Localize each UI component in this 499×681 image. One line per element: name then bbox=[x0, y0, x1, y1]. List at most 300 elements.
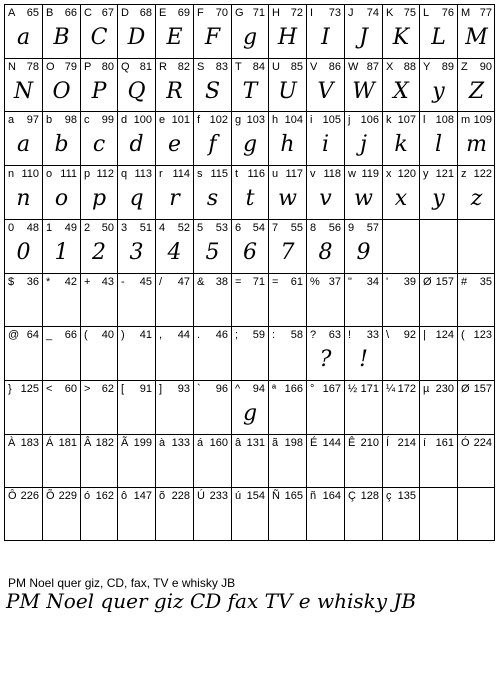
cell-label bbox=[310, 61, 341, 73]
cell-glyph bbox=[232, 503, 268, 541]
cell-glyph bbox=[5, 289, 42, 326]
cell-glyph: O bbox=[52, 79, 71, 104]
cell-label bbox=[461, 114, 492, 126]
glyph-cell bbox=[81, 274, 117, 326]
cell-character: µ bbox=[423, 383, 430, 395]
cell-character: ó bbox=[84, 490, 91, 502]
cell-label bbox=[461, 276, 492, 288]
cell-glyph bbox=[194, 503, 231, 541]
cell-code: 108 bbox=[435, 114, 454, 126]
cell-character: 8 bbox=[310, 222, 317, 234]
cell-glyph bbox=[118, 289, 155, 326]
glyph-cell bbox=[232, 435, 268, 487]
cell-character: J bbox=[348, 7, 354, 19]
cell-code: 47 bbox=[177, 276, 190, 288]
cell-code: 165 bbox=[284, 490, 303, 502]
cell-code: 119 bbox=[361, 168, 379, 180]
cell-character: f bbox=[197, 114, 201, 126]
glyph-cell bbox=[156, 166, 193, 219]
cell-label bbox=[159, 490, 190, 502]
cell-character: Í bbox=[386, 437, 390, 449]
glyph-cell bbox=[458, 488, 495, 541]
cell-code: 76 bbox=[441, 7, 454, 19]
glyph-cell bbox=[118, 435, 155, 487]
glyph-cell bbox=[420, 327, 457, 380]
cell-character: À bbox=[8, 437, 16, 449]
cell-glyph: F bbox=[204, 25, 221, 50]
glyph-cell bbox=[307, 220, 344, 273]
cell-code: 109 bbox=[473, 114, 492, 126]
cell-code: 51 bbox=[139, 222, 152, 234]
glyph-cell bbox=[345, 59, 382, 111]
cell-label bbox=[197, 114, 228, 126]
cell-code: 79 bbox=[64, 61, 77, 73]
glyph-cell bbox=[345, 112, 382, 165]
cell-glyph: H bbox=[277, 25, 298, 50]
glyph-cell bbox=[383, 59, 419, 111]
cell-glyph: T bbox=[242, 79, 258, 104]
cell-label bbox=[272, 329, 303, 341]
cell-character: 7 bbox=[272, 222, 279, 234]
cell-character: Á bbox=[46, 437, 54, 449]
cell-label bbox=[423, 490, 454, 502]
cell-label bbox=[8, 329, 39, 341]
cell-label bbox=[386, 222, 416, 234]
cell-character: Ñ bbox=[272, 490, 280, 502]
cell-character: 0 bbox=[8, 222, 15, 234]
cell-label bbox=[310, 7, 341, 19]
cell-code: 61 bbox=[290, 276, 303, 288]
glyph-cell bbox=[269, 5, 306, 58]
cell-code: 125 bbox=[20, 383, 39, 395]
cell-character: % bbox=[310, 276, 320, 288]
glyph-cell bbox=[194, 220, 231, 273]
cell-glyph: z bbox=[470, 186, 483, 211]
cell-label bbox=[423, 61, 454, 73]
cell-character: ¼ bbox=[386, 383, 396, 395]
cell-label bbox=[159, 168, 190, 180]
cell-character: Ú bbox=[197, 490, 205, 502]
cell-code: 120 bbox=[397, 168, 416, 180]
cell-character: c bbox=[84, 114, 90, 126]
glyph-cell bbox=[232, 488, 268, 541]
cell-glyph bbox=[81, 503, 117, 541]
cell-glyph: 1 bbox=[54, 240, 69, 265]
cell-character: o bbox=[46, 168, 53, 180]
cell-code: 46 bbox=[215, 329, 228, 341]
cell-glyph: 6 bbox=[243, 240, 257, 265]
cell-label bbox=[272, 222, 303, 234]
cell-label bbox=[235, 276, 265, 288]
glyph-cell bbox=[232, 5, 268, 58]
cell-character: Ø bbox=[461, 383, 470, 395]
glyph-cell bbox=[43, 220, 80, 273]
glyph-cell bbox=[232, 59, 268, 111]
cell-glyph: i bbox=[321, 132, 330, 157]
cell-character: ç bbox=[386, 490, 392, 502]
cell-glyph bbox=[383, 450, 419, 487]
cell-character: ½ bbox=[348, 383, 358, 395]
cell-character: = bbox=[235, 276, 242, 288]
cell-code: 157 bbox=[473, 383, 492, 395]
cell-character: H bbox=[272, 7, 280, 19]
cell-code: 106 bbox=[360, 114, 379, 126]
glyph-cell bbox=[43, 274, 80, 326]
cell-glyph bbox=[232, 289, 268, 326]
cell-code: 128 bbox=[360, 490, 379, 502]
cell-code: 228 bbox=[171, 490, 190, 502]
cell-glyph bbox=[345, 450, 382, 487]
cell-code: 154 bbox=[246, 490, 265, 502]
cell-code: 72 bbox=[290, 7, 303, 19]
cell-label bbox=[348, 329, 379, 341]
glyph-cell bbox=[118, 166, 155, 219]
cell-label bbox=[272, 276, 303, 288]
cell-character: ; bbox=[235, 329, 239, 341]
cell-character: * bbox=[46, 276, 51, 288]
cell-label bbox=[197, 168, 228, 180]
glyph-cell bbox=[269, 435, 306, 487]
cell-glyph bbox=[81, 289, 117, 326]
cell-glyph bbox=[383, 235, 419, 273]
cell-character: " bbox=[348, 276, 352, 288]
cell-glyph: s bbox=[206, 186, 219, 211]
cell-character: < bbox=[46, 383, 53, 395]
glyph-cell bbox=[194, 488, 231, 541]
cell-label bbox=[272, 168, 303, 180]
cell-code: 96 bbox=[215, 383, 228, 395]
cell-glyph bbox=[420, 396, 457, 434]
cell-glyph: N bbox=[13, 79, 34, 104]
cell-glyph: l bbox=[434, 132, 443, 157]
cell-glyph: x bbox=[394, 186, 408, 211]
cell-label bbox=[348, 383, 379, 395]
cell-character: 1 bbox=[46, 222, 53, 234]
cell-code: 58 bbox=[290, 329, 303, 341]
cell-label bbox=[386, 276, 416, 288]
cell-code: 229 bbox=[58, 490, 77, 502]
cell-code: 60 bbox=[64, 383, 77, 395]
glyph-cell bbox=[269, 327, 306, 380]
cell-label bbox=[46, 7, 77, 19]
cell-code: 45 bbox=[139, 276, 152, 288]
cell-label bbox=[386, 61, 416, 73]
cell-label bbox=[272, 114, 303, 126]
cell-label bbox=[8, 61, 39, 73]
glyph-cell bbox=[194, 381, 231, 434]
glyph-cell bbox=[5, 381, 42, 434]
cell-code: 83 bbox=[215, 61, 228, 73]
cell-code: 164 bbox=[322, 490, 341, 502]
cell-character: y bbox=[423, 168, 429, 180]
cell-code: 66 bbox=[64, 7, 77, 19]
glyph-cell bbox=[383, 488, 419, 541]
glyph-cell bbox=[420, 435, 457, 487]
cell-code: 105 bbox=[322, 114, 341, 126]
cell-glyph bbox=[194, 450, 231, 487]
cell-label bbox=[121, 168, 152, 180]
cell-code: 41 bbox=[139, 329, 152, 341]
cell-glyph: ? bbox=[319, 347, 332, 372]
cell-code: 182 bbox=[95, 437, 114, 449]
cell-character: @ bbox=[8, 329, 20, 341]
glyph-cell bbox=[118, 5, 155, 58]
cell-glyph: E bbox=[166, 25, 183, 50]
cell-code: 107 bbox=[397, 114, 416, 126]
cell-character: O bbox=[46, 61, 55, 73]
cell-character: G bbox=[235, 7, 244, 19]
glyph-cell bbox=[5, 435, 42, 487]
cell-glyph bbox=[420, 342, 457, 380]
cell-glyph bbox=[383, 289, 419, 326]
glyph-cell bbox=[81, 435, 117, 487]
cell-code: 52 bbox=[177, 222, 190, 234]
cell-code: 157 bbox=[435, 276, 454, 288]
cell-label bbox=[386, 329, 416, 341]
cell-character: B bbox=[46, 7, 54, 19]
cell-label bbox=[84, 114, 114, 126]
cell-label bbox=[235, 114, 265, 126]
cell-code: 122 bbox=[473, 168, 492, 180]
cell-code: 69 bbox=[177, 7, 190, 19]
cell-character: j bbox=[348, 114, 351, 126]
cell-code: 87 bbox=[366, 61, 379, 73]
glyph-cell bbox=[194, 59, 231, 111]
cell-label bbox=[84, 383, 114, 395]
cell-character: D bbox=[121, 7, 129, 19]
cell-glyph bbox=[345, 503, 382, 541]
cell-label bbox=[272, 437, 303, 449]
cell-glyph bbox=[5, 503, 42, 541]
glyph-cell bbox=[43, 166, 80, 219]
glyph-cell bbox=[156, 381, 193, 434]
cell-character: ] bbox=[159, 383, 163, 395]
glyph-cell bbox=[232, 327, 268, 380]
cell-glyph: W bbox=[352, 79, 375, 104]
cell-glyph bbox=[43, 342, 80, 380]
cell-code: 172 bbox=[397, 383, 416, 395]
cell-glyph bbox=[5, 450, 42, 487]
cell-code: 39 bbox=[403, 276, 416, 288]
cell-label bbox=[235, 168, 265, 180]
cell-code: 40 bbox=[101, 329, 114, 341]
cell-label bbox=[461, 490, 492, 502]
cell-character: ú bbox=[235, 490, 242, 502]
cell-glyph: q bbox=[129, 186, 144, 211]
cell-character: l bbox=[423, 114, 426, 126]
glyph-cell bbox=[194, 274, 231, 326]
cell-code: 112 bbox=[96, 168, 114, 180]
cell-glyph: 5 bbox=[205, 240, 220, 265]
cell-character: : bbox=[272, 329, 276, 341]
cell-character: V bbox=[310, 61, 318, 73]
cell-code: 73 bbox=[328, 7, 341, 19]
cell-code: 118 bbox=[323, 168, 341, 180]
cell-code: 162 bbox=[95, 490, 114, 502]
cell-glyph: B bbox=[53, 25, 70, 50]
cell-code: 63 bbox=[328, 329, 341, 341]
glyph-cell bbox=[383, 274, 419, 326]
cell-label bbox=[461, 61, 492, 73]
glyph-cell bbox=[307, 5, 344, 58]
cell-character: P bbox=[84, 61, 92, 73]
cell-label bbox=[386, 437, 416, 449]
cell-code: 80 bbox=[101, 61, 114, 73]
cell-character: ! bbox=[348, 329, 352, 341]
glyph-cell bbox=[269, 220, 306, 273]
cell-label bbox=[8, 490, 39, 502]
cell-character: d bbox=[121, 114, 128, 126]
cell-character: > bbox=[84, 383, 91, 395]
cell-glyph bbox=[269, 289, 306, 326]
cell-label bbox=[197, 61, 228, 73]
cell-glyph bbox=[345, 289, 382, 326]
cell-glyph bbox=[269, 450, 306, 487]
cell-code: 90 bbox=[479, 61, 492, 73]
glyph-cell bbox=[345, 327, 382, 380]
cell-character: - bbox=[121, 276, 125, 288]
cell-label bbox=[423, 383, 454, 395]
cell-character: u bbox=[272, 168, 279, 180]
cell-code: 88 bbox=[403, 61, 416, 73]
cell-label bbox=[46, 61, 77, 73]
cell-code: 71 bbox=[252, 276, 265, 288]
cell-character: W bbox=[348, 61, 359, 73]
cell-code: 92 bbox=[403, 329, 416, 341]
cell-label bbox=[423, 329, 454, 341]
cell-label bbox=[159, 329, 190, 341]
glyph-cell bbox=[345, 5, 382, 58]
cell-label bbox=[121, 7, 152, 19]
cell-label bbox=[348, 437, 379, 449]
cell-label bbox=[272, 490, 303, 502]
cell-code: 37 bbox=[328, 276, 341, 288]
cell-glyph bbox=[156, 396, 193, 434]
cell-label bbox=[423, 222, 454, 234]
cell-glyph bbox=[118, 450, 155, 487]
cell-code: 42 bbox=[64, 276, 77, 288]
glyph-cell bbox=[156, 112, 193, 165]
glyph-cell bbox=[81, 166, 117, 219]
glyph-cell bbox=[383, 327, 419, 380]
cell-character: X bbox=[386, 61, 394, 73]
cell-code: 70 bbox=[215, 7, 228, 19]
glyph-cell bbox=[458, 435, 495, 487]
cell-character: w bbox=[348, 168, 356, 180]
cell-label bbox=[386, 383, 416, 395]
glyph-cell bbox=[81, 5, 117, 58]
cell-label bbox=[159, 437, 190, 449]
cell-glyph bbox=[81, 342, 117, 380]
cell-label bbox=[235, 383, 265, 395]
cell-code: 85 bbox=[290, 61, 303, 73]
cell-glyph bbox=[307, 289, 344, 326]
cell-glyph: 0 bbox=[16, 240, 31, 265]
cell-label bbox=[121, 490, 152, 502]
cell-code: 110 bbox=[21, 168, 39, 180]
cell-label bbox=[423, 276, 454, 288]
cell-glyph bbox=[194, 289, 231, 326]
cell-character: ñ bbox=[310, 490, 317, 502]
cell-glyph: w bbox=[354, 186, 373, 211]
cell-code: 71 bbox=[252, 7, 265, 19]
cell-code: 66 bbox=[64, 329, 77, 341]
cell-character: n bbox=[8, 168, 15, 180]
glyph-cell bbox=[43, 488, 80, 541]
cell-label bbox=[197, 490, 228, 502]
cell-label bbox=[84, 168, 114, 180]
cell-label bbox=[348, 61, 379, 73]
cell-code: 181 bbox=[58, 437, 77, 449]
cell-glyph bbox=[43, 503, 80, 541]
glyph-cell bbox=[118, 59, 155, 111]
cell-label bbox=[159, 61, 190, 73]
glyph-cell bbox=[269, 112, 306, 165]
cell-label bbox=[310, 114, 341, 126]
cell-glyph: 9 bbox=[356, 240, 371, 265]
cell-glyph: S bbox=[204, 79, 221, 104]
cell-glyph: U bbox=[278, 79, 297, 104]
cell-character: s bbox=[197, 168, 203, 180]
glyph-cell bbox=[458, 274, 495, 326]
cell-glyph: e bbox=[167, 132, 182, 157]
cell-label bbox=[423, 168, 454, 180]
cell-label bbox=[46, 222, 77, 234]
cell-glyph bbox=[232, 342, 268, 380]
cell-character: ? bbox=[310, 329, 317, 341]
glyph-cell bbox=[383, 220, 419, 273]
cell-label bbox=[235, 490, 265, 502]
cell-glyph bbox=[5, 342, 42, 380]
cell-glyph bbox=[194, 342, 231, 380]
glyph-cell bbox=[383, 5, 419, 58]
cell-code: 111 bbox=[60, 168, 77, 180]
cell-label bbox=[310, 168, 341, 180]
glyph-cell bbox=[458, 5, 495, 58]
glyph-cell bbox=[345, 166, 382, 219]
cell-code: 84 bbox=[252, 61, 265, 73]
cell-glyph: J bbox=[359, 25, 368, 50]
glyph-cell bbox=[5, 112, 42, 165]
cell-character: â bbox=[235, 437, 242, 449]
glyph-cell bbox=[345, 488, 382, 541]
cell-label bbox=[84, 329, 114, 341]
cell-glyph: a bbox=[16, 132, 31, 157]
cell-character: + bbox=[84, 276, 91, 288]
glyph-cell bbox=[81, 327, 117, 380]
cell-character: Ô bbox=[8, 490, 17, 502]
cell-code: 166 bbox=[284, 383, 303, 395]
cell-label bbox=[46, 168, 77, 180]
cell-glyph bbox=[118, 396, 155, 434]
cell-glyph bbox=[43, 396, 80, 434]
cell-glyph: g bbox=[242, 401, 258, 426]
glyph-cell bbox=[156, 435, 193, 487]
cell-label bbox=[235, 437, 265, 449]
cell-character: Ã bbox=[121, 437, 129, 449]
cell-glyph: g bbox=[242, 132, 258, 157]
cell-label bbox=[348, 114, 379, 126]
cell-character: # bbox=[461, 276, 468, 288]
cell-glyph bbox=[383, 503, 419, 541]
cell-code: 224 bbox=[473, 437, 492, 449]
glyph-cell bbox=[5, 166, 42, 219]
cell-label bbox=[121, 114, 152, 126]
glyph-cell bbox=[383, 381, 419, 434]
cell-glyph: j bbox=[360, 132, 367, 157]
glyph-cell bbox=[43, 5, 80, 58]
glyph-cell bbox=[5, 220, 42, 273]
